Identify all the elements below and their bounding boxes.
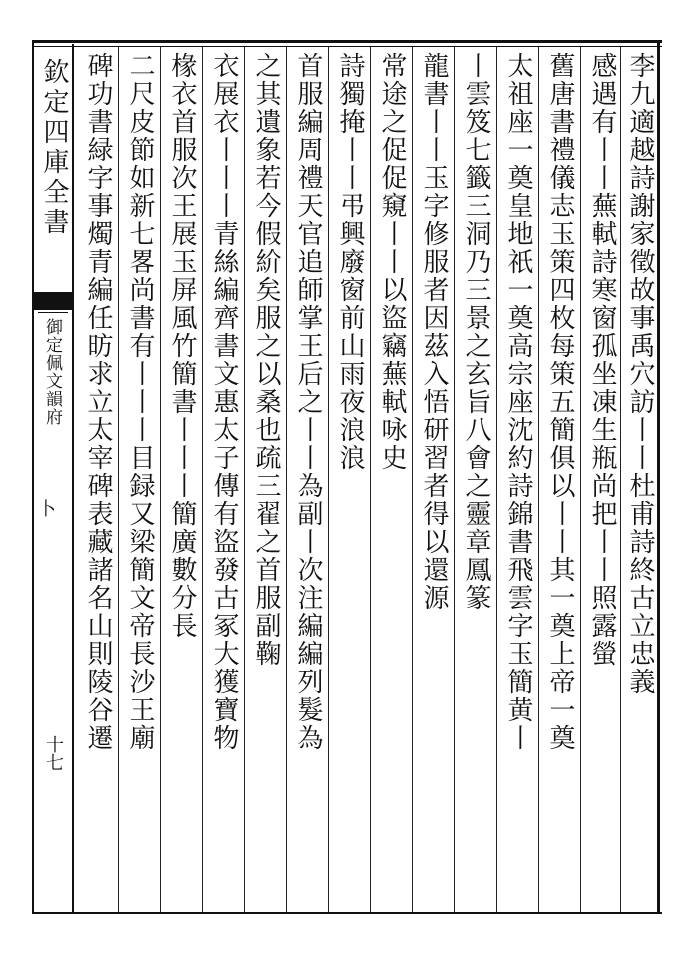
frame-left-border <box>32 40 34 914</box>
frame-top-inner-border <box>32 46 662 47</box>
fishtail-line <box>38 312 68 313</box>
column-rule <box>538 47 539 912</box>
fishtail-mark <box>34 292 72 310</box>
frame-top-border <box>32 40 662 43</box>
column-rule <box>454 47 455 912</box>
text-column: 常途之促促窺丨丨以盜竊蕪軾咏史 <box>377 52 407 472</box>
text-column: 首服編周禮天官追師掌王后之丨丨為副丨次注編編列髮為 <box>293 52 323 752</box>
column-rule <box>118 47 119 912</box>
text-column: 感遇有丨丨蕪軾詩寒窗孤坐凍生瓶尚把丨丨照露螢 <box>587 52 617 668</box>
margin-title: 欽定四庫全書 <box>39 58 69 238</box>
text-column: 太祖座一奠皇地祇一奠高宗座沈約詩錦書飛雲字玉簡黄丨 <box>503 52 533 752</box>
page-number: 十七 <box>43 735 64 771</box>
column-rule <box>370 47 371 912</box>
text-column: 詩獨掩丨丨弔興廢窗前山雨夜浪浪 <box>335 52 365 472</box>
column-rule <box>286 47 287 912</box>
text-column: 碑功書緑字事燭青編任昉求立太宰碑表藏諸名山則陵谷遷 <box>83 52 113 752</box>
text-column: 衣展衣丨丨丨青絲編齊書文惠太子傳有盜發古冢大獲寶物 <box>209 52 239 752</box>
text-column: 李九適越詩謝家徵故事禹穴訪丨丨杜甫詩終古立忠義 <box>625 52 655 696</box>
margin-subtitle: 御定佩文韻府 <box>42 318 62 426</box>
text-column: 舊唐書禮儀志玉策四枚每策五簡俱以丨丨其一奠上帝一奠 <box>545 52 575 752</box>
column-rule <box>160 47 161 912</box>
text-column: 之其遺象若今假紒矣服之以桑也疏三翟之首服副鞠 <box>251 52 281 668</box>
column-rule <box>496 47 497 912</box>
margin-ornament: 卜 <box>38 499 56 520</box>
text-column: 椽衣首服次王展玉屏風竹簡書丨丨丨簡廣數分長 <box>167 52 197 640</box>
text-column: 丨雲笈七籤三洞乃三景之玄旨八會之靈章鳳篆 <box>461 52 491 612</box>
frame-bottom-border <box>32 912 662 914</box>
column-rule <box>328 47 329 912</box>
column-rule <box>580 47 581 912</box>
column-rule <box>202 47 203 912</box>
column-rule <box>244 47 245 912</box>
column-rule <box>412 47 413 912</box>
text-column: 龍書丨丨玉字修服者因茲入悟研習者得以還源 <box>419 52 449 612</box>
text-column: 二尺皮節如新七畧尚書有丨丨丨目録又梁簡文帝長沙王廟 <box>125 52 155 752</box>
